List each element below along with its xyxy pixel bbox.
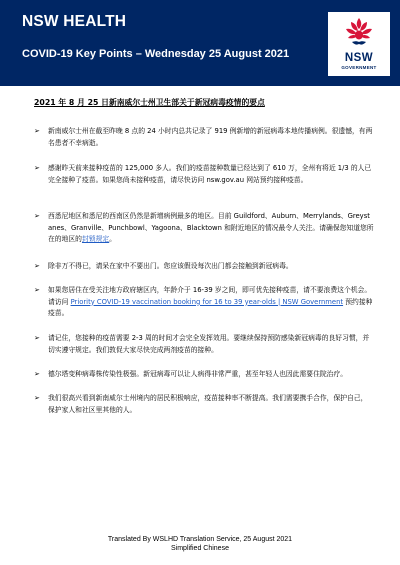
list-item-text: 除非万不得已，请呆在家中不要出门。您应该假设每次出门都会接触到新冠病毒。 bbox=[48, 262, 293, 270]
page-header bbox=[0, 0, 400, 86]
list-item-text: 感谢昨天前来接种疫苗的 125,000 多人。我们的疫苗接种数量已经达到了 610 万，全州有将近 1/3 的人已完全接种了疫苗。如果您尚未接种疫苗，请尽快访问 nsw.gov.au 网站预约接种疫苗。 bbox=[48, 164, 372, 184]
list-item bbox=[34, 163, 374, 211]
header-subtitle: COVID-19 Key Points – Wednesday 25 August 2021 bbox=[22, 48, 290, 60]
bullet-icon: ➢ bbox=[34, 370, 40, 378]
logo-wordmark: NSW bbox=[344, 52, 374, 64]
lockdown-rules-link[interactable]: 封锁规定 bbox=[81, 235, 110, 244]
key-points-list bbox=[34, 126, 374, 419]
header-title: NSW HEALTH bbox=[22, 13, 127, 30]
list-item-text: 新南威尔士州在截至昨晚 8 点的 24 小时内总共记录了 919 例新增的新冠病毒本地传播病例。很遗憾，有两名患者不幸病逝。 bbox=[48, 127, 373, 147]
list-item-text: 请记住，您接种的疫苗需要 2-3 周的时间才会完全发挥效用。要继续保持预防感染新冠病毒的良好习惯，并切实遵守规定。我们敦促大家尽快完成两剂疫苗的接种。 bbox=[48, 334, 370, 354]
vaccination-booking-link[interactable]: Priority COVID-19 vaccination booking for 16 to 39 year-olds | NSW Government bbox=[70, 297, 344, 306]
translation-credit: Translated By WSLHD Translation Service, 25 August 2021 bbox=[107, 536, 293, 543]
list-item-text: 西悉尼地区和悉尼的西南区仍然是新增病例最多的地区。目前 Guildford、Auburn、Merrylands、Greystanes、Granville、Punchbowl、Yagoona、Blacktown 和附近地区的情况最令人关注。请确保您知道您所在的地区的封锁规定。 bbox=[48, 212, 374, 244]
bullet-icon: ➢ bbox=[34, 127, 40, 135]
bullet-icon: ➢ bbox=[34, 164, 40, 172]
list-item-text: 我们很高兴看到新南威尔士州境内的居民积极响应，疫苗接种率不断提高。我们需要携手合作，保护自己，保护家人和社区里其他的人。 bbox=[48, 394, 368, 414]
nsw-government-logo bbox=[328, 12, 390, 76]
language-label: Simplified Chinese bbox=[171, 545, 229, 552]
list-item bbox=[34, 211, 374, 261]
bullet-icon: ➢ bbox=[34, 212, 40, 220]
logo-tagline: GOVERNMENT bbox=[341, 65, 377, 70]
document-heading: 2021 年 8 月 25 日新南威尔士州卫生部关于新冠病毒疫情的要点 bbox=[34, 98, 265, 107]
list-item-text: 如果您居住在受关注地方政府辖区内，年龄介于 16-39 岁之间，即可优先接种疫苗，请不要浪费这个机会。请访问 Priority COVID-19 vaccination booking for 16 to 39 year-olds | NSW Government 预约接种疫苗。 bbox=[48, 286, 373, 318]
list-item-text: 德尔塔变种病毒株传染性极强。新冠病毒可以让人病得非常严重，甚至年轻人也因此需要住院治疗。 bbox=[48, 370, 348, 378]
page-footer bbox=[0, 535, 400, 553]
bullet-icon: ➢ bbox=[34, 286, 40, 294]
waratah-icon bbox=[344, 17, 374, 51]
list-item bbox=[34, 333, 374, 369]
bullet-icon: ➢ bbox=[34, 262, 40, 270]
list-item bbox=[34, 393, 374, 419]
list-item bbox=[34, 285, 374, 333]
list-item bbox=[34, 369, 374, 393]
list-item bbox=[34, 261, 374, 285]
bullet-icon: ➢ bbox=[34, 394, 40, 402]
bullet-icon: ➢ bbox=[34, 334, 40, 342]
list-item bbox=[34, 126, 374, 163]
